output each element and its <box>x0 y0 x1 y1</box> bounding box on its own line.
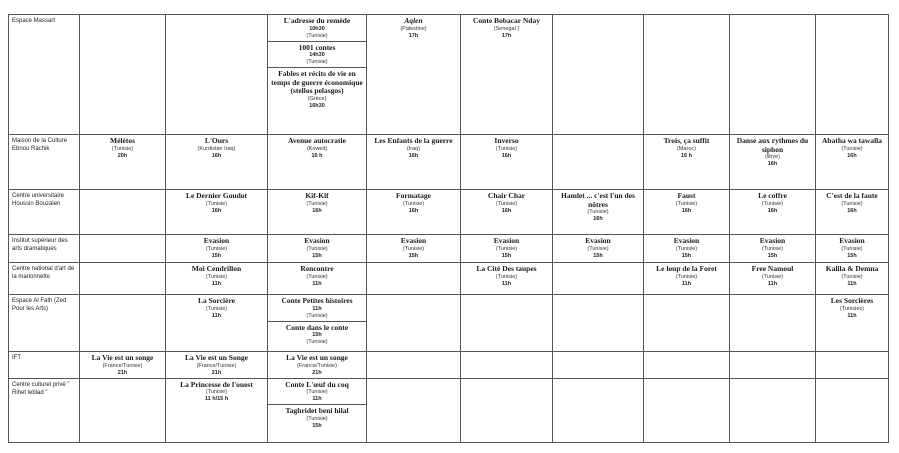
event-entry <box>166 135 267 161</box>
event-title: Hamlet ... c'est l'un des nôtres <box>561 191 635 209</box>
event-title: Avenue autocratie <box>288 136 346 145</box>
schedule-cell <box>367 352 461 379</box>
schedule-cell <box>816 263 889 295</box>
event-entry <box>268 135 366 161</box>
schedule-cell <box>166 378 268 442</box>
schedule-cell <box>730 352 816 379</box>
event-time: 14h30 <box>309 52 325 58</box>
event-title: Chair Char <box>487 191 526 200</box>
event-time: 11h <box>501 280 512 287</box>
event-entry <box>268 404 366 431</box>
event-title: L'adresse du remède <box>283 16 351 25</box>
schedule-cell <box>166 352 268 379</box>
schedule-cell <box>644 190 730 235</box>
schedule-row <box>9 378 889 442</box>
venue-name: Institut supérieur des arts dramatiques <box>9 235 80 263</box>
event-time: 15h <box>767 252 778 259</box>
schedule-table <box>8 14 889 443</box>
schedule-cell <box>367 15 461 135</box>
event-entry <box>644 263 729 289</box>
event-title: La Vie est un songe <box>91 353 154 362</box>
event-title: Evasion <box>493 236 520 245</box>
event-time: 15h <box>312 332 322 338</box>
event-time: 17h <box>408 32 419 39</box>
schedule-row <box>9 295 889 352</box>
event-entry <box>461 190 552 216</box>
event-title: Kalila & Demna <box>825 264 879 273</box>
event-title: La Sorcière <box>197 296 235 305</box>
event-country: (France/Tunisie) <box>196 362 237 369</box>
event-entry <box>553 235 643 261</box>
event-entry <box>268 379 366 405</box>
schedule-cell <box>461 263 553 295</box>
schedule-cell <box>268 135 367 190</box>
event-country: (Tunisie) <box>587 209 609 215</box>
schedule-cell <box>166 15 268 135</box>
event-country: (Tunisie) <box>841 273 863 280</box>
event-country: (Tunisie) <box>495 245 518 252</box>
event-entry <box>268 295 366 321</box>
event-country: (Tunisie) <box>111 145 134 152</box>
event-country: (Tunisie) <box>761 245 784 252</box>
schedule-cell <box>80 235 166 263</box>
schedule-cell <box>166 135 268 190</box>
event-title: Formatage <box>396 191 431 200</box>
event-country: (Tunisie) <box>306 415 328 422</box>
event-country: (Senegal ) <box>493 25 520 32</box>
venue-name: IFT <box>9 352 80 379</box>
event-time: 21h <box>211 369 222 376</box>
schedule-cell <box>553 263 644 295</box>
schedule-cell <box>80 263 166 295</box>
event-title: Free Namoul <box>751 264 794 273</box>
schedule-row <box>9 352 889 379</box>
event-title: Le coffre <box>758 191 787 200</box>
event-time: 16 h <box>311 152 323 159</box>
schedule-cell <box>644 378 730 442</box>
schedule-cell <box>461 235 553 263</box>
schedule-cell <box>553 15 644 135</box>
event-time: 15h <box>501 252 512 259</box>
event-entry <box>166 263 267 289</box>
venue-name: Espace Al Fath (Zed Pour les Arts) <box>9 295 80 352</box>
event-time: 10h30 <box>309 25 325 32</box>
event-title: Conte Petites histoires <box>281 296 353 305</box>
event-country: (Tunisie) <box>306 32 328 39</box>
event-country: (Tunisie) <box>306 200 328 207</box>
event-title: Evasion <box>400 236 427 245</box>
event-time: 16h <box>593 216 603 222</box>
schedule-cell <box>268 352 367 379</box>
event-title: Abatha wa tawalla <box>821 136 882 145</box>
schedule-cell <box>644 235 730 263</box>
event-title: La Vie est un songe <box>286 353 348 362</box>
event-time: 16h30 <box>309 102 325 109</box>
schedule-cell <box>367 295 461 352</box>
event-country: (Tunisie) <box>306 273 328 280</box>
event-time: 11h <box>681 280 692 287</box>
schedule-cell <box>816 135 889 190</box>
event-entry <box>367 235 460 261</box>
event-entry <box>816 295 888 321</box>
event-country: (France/Tunisie) <box>102 362 143 369</box>
schedule-cell <box>367 190 461 235</box>
schedule-cell <box>268 263 367 295</box>
event-country: (Tunisie) <box>306 59 328 65</box>
event-title: Les Enfants de la guerre <box>374 136 453 145</box>
schedule-cell <box>553 378 644 442</box>
schedule-cell <box>730 263 816 295</box>
event-time: 16h <box>847 207 857 214</box>
venue-name: Maison de la Culture Ebnou Rachik <box>9 135 80 190</box>
schedule-cell <box>166 295 268 352</box>
event-title: Mélétos <box>110 136 135 145</box>
event-time: 15h <box>408 252 419 259</box>
schedule-cell <box>816 235 889 263</box>
event-country: (Tunisie) <box>402 245 425 252</box>
schedule-cell <box>553 352 644 379</box>
schedule-row <box>9 190 889 235</box>
event-country: (Tunisie) <box>306 339 328 345</box>
event-title: Rencontre <box>300 264 334 273</box>
event-entry <box>268 263 366 289</box>
event-time: 11h <box>312 396 322 402</box>
event-entry <box>816 235 888 261</box>
schedule-row <box>9 15 889 135</box>
schedule-cell <box>644 135 730 190</box>
event-time: 16h <box>847 152 857 159</box>
schedule-cell <box>644 352 730 379</box>
event-time: 16h <box>501 207 512 214</box>
event-time: 21h <box>117 369 128 376</box>
schedule-row <box>9 263 889 295</box>
event-title: L'Ours <box>204 136 229 145</box>
schedule-cell <box>730 190 816 235</box>
schedule-cell <box>644 295 730 352</box>
event-country: (Tunisie) <box>495 273 518 280</box>
event-entry <box>730 235 815 261</box>
event-entry <box>80 135 165 161</box>
event-title: Moi Cendrillon <box>191 264 242 273</box>
event-time: 16h <box>312 207 322 214</box>
event-entry <box>268 321 366 348</box>
schedule-cell <box>166 235 268 263</box>
event-title: Evasion <box>839 236 865 245</box>
event-title: Evasion <box>203 236 230 245</box>
venue-name: Centre culturel privé " Rihet leblad " <box>9 378 80 442</box>
event-country: (Tunisie) <box>205 245 228 252</box>
event-entry <box>644 190 729 216</box>
schedule-cell <box>553 190 644 235</box>
event-entry <box>461 135 552 161</box>
event-title: Fables et récits de vie en temps de guerre économique (stellos pelasgos) <box>271 69 363 95</box>
event-entry <box>367 15 460 41</box>
event-country: (Tunisie) <box>841 145 863 152</box>
schedule-cell <box>553 235 644 263</box>
event-title: Evasion <box>673 236 700 245</box>
event-country: (Tunisies) <box>840 305 864 312</box>
schedule-cell <box>80 15 166 135</box>
schedule-cell <box>268 235 367 263</box>
event-time: 11h <box>211 312 222 319</box>
event-time: 11 h/15 h <box>204 396 229 402</box>
event-title: Conte Bobacar Nday <box>473 16 540 25</box>
schedule-cell <box>730 235 816 263</box>
event-entry <box>166 235 267 261</box>
schedule-cell <box>730 295 816 352</box>
event-country: (Tunisie) <box>205 273 228 280</box>
schedule-cell <box>461 15 553 135</box>
event-entry <box>166 295 267 321</box>
event-entry <box>816 263 888 289</box>
event-entry <box>268 41 366 68</box>
event-time: 15h <box>681 252 692 259</box>
event-country: (Tunisie) <box>306 312 328 319</box>
event-entry <box>268 352 366 378</box>
event-title: Taghridet beni hilal <box>285 406 349 415</box>
event-title: La Princesse de l'ouest <box>180 379 253 389</box>
event-title: Evasion <box>585 236 611 245</box>
event-title: Conte L'œuf du coq <box>285 379 349 389</box>
event-title: Conte dans le conte <box>285 322 349 332</box>
event-time: 15h <box>593 252 603 259</box>
schedule-cell <box>644 15 730 135</box>
event-entry <box>367 135 460 161</box>
schedule-cell <box>730 378 816 442</box>
event-title: Kif-Kif <box>305 191 329 200</box>
event-title: Danse aux rythmes du siphon <box>736 136 809 154</box>
schedule-cell <box>80 352 166 379</box>
schedule-cell <box>80 378 166 442</box>
event-country: (Tunisie) <box>495 145 518 152</box>
schedule-body <box>9 15 889 443</box>
event-country: (Tunisie) <box>306 389 328 395</box>
event-entry <box>80 352 165 378</box>
schedule-cell <box>816 352 889 379</box>
event-time: 11h <box>312 305 322 312</box>
schedule-cell <box>461 135 553 190</box>
schedule-cell <box>461 352 553 379</box>
event-time: 16 h <box>680 152 692 159</box>
event-time: 16h <box>211 152 222 159</box>
event-entry <box>166 379 267 405</box>
schedule-cell <box>816 190 889 235</box>
schedule-cell <box>461 190 553 235</box>
schedule-cell <box>80 135 166 190</box>
event-entry <box>268 190 366 216</box>
event-country: (France/Tunisie) <box>297 362 337 369</box>
event-entry <box>730 190 815 216</box>
schedule-cell <box>367 263 461 295</box>
event-entry <box>367 190 460 216</box>
schedule-cell <box>268 190 367 235</box>
event-country: (Tunisie) <box>675 273 698 280</box>
event-country: (Iraq) <box>406 145 421 152</box>
event-time: 15h <box>211 252 222 259</box>
event-time: 16h <box>681 207 692 214</box>
event-entry <box>461 15 552 41</box>
event-entry <box>461 263 552 289</box>
event-title: Le loup de la Foret <box>656 264 717 273</box>
event-entry <box>816 190 888 216</box>
event-title: Evasion <box>304 236 330 245</box>
event-time: 16h <box>501 152 512 159</box>
event-country: (Tunisie) <box>495 200 518 207</box>
event-country: (libye) <box>765 154 780 160</box>
venue-name: Espace Massart <box>9 15 80 135</box>
schedule-cell <box>80 190 166 235</box>
event-time: 11h <box>847 280 857 287</box>
event-country: (Kurdistan Iraq) <box>197 145 236 152</box>
schedule-cell <box>268 15 367 135</box>
event-time: 16h <box>408 207 419 214</box>
event-time: 16h <box>767 161 778 167</box>
event-country: (Tunisie) <box>205 200 228 207</box>
event-entry <box>816 135 888 161</box>
schedule-cell <box>166 263 268 295</box>
event-time: 11h <box>312 280 322 287</box>
event-country: (Tunisie) <box>841 245 863 252</box>
schedule-cell <box>461 378 553 442</box>
event-title: Les Sorcières <box>830 296 874 305</box>
schedule-cell <box>80 295 166 352</box>
event-entry <box>730 263 815 289</box>
event-entry <box>553 190 643 224</box>
schedule-cell <box>461 295 553 352</box>
event-time: 11h <box>847 312 857 319</box>
event-title: C'est de la faute <box>826 191 878 200</box>
event-country: (Tunisie) <box>402 200 425 207</box>
event-title: Evasion <box>759 236 786 245</box>
schedule-cell <box>268 295 367 352</box>
event-title: Inverso <box>494 136 519 145</box>
event-time: 20h <box>117 152 128 159</box>
event-entry <box>730 135 815 169</box>
event-time: 15h <box>847 252 857 259</box>
event-title: Le Dernier Goudot <box>185 191 248 200</box>
event-entry <box>461 235 552 261</box>
event-entry <box>166 190 267 216</box>
schedule-cell <box>816 295 889 352</box>
schedule-cell <box>730 135 816 190</box>
event-entry <box>644 235 729 261</box>
schedule-cell <box>816 15 889 135</box>
schedule-cell <box>367 235 461 263</box>
event-time: 16h <box>211 207 222 214</box>
event-title: Trois, ça suffit <box>663 136 710 145</box>
event-country: (Palestine) <box>400 25 427 32</box>
event-country: (Tunisie) <box>761 273 784 280</box>
venue-name: Centre national d'art de la marionnette <box>9 263 80 295</box>
schedule-cell <box>166 190 268 235</box>
event-entry <box>268 235 366 261</box>
event-time: 17h <box>501 32 512 39</box>
event-country: (Tunisie) <box>587 245 609 252</box>
event-time: 16h <box>767 207 778 214</box>
venue-name: Centre universitaire Houssin Bouzaien <box>9 190 80 235</box>
schedule-row <box>9 135 889 190</box>
event-country: (Tunisie) <box>675 245 698 252</box>
event-time: 21h <box>312 369 322 376</box>
schedule-cell <box>268 378 367 442</box>
event-entry <box>268 67 366 111</box>
event-time: 16h <box>408 152 419 159</box>
schedule-cell <box>730 15 816 135</box>
schedule-cell <box>367 378 461 442</box>
event-time: 15h <box>312 422 322 429</box>
event-title: La Cité Des taupes <box>476 264 537 273</box>
schedule-row <box>9 235 889 263</box>
schedule-cell <box>553 135 644 190</box>
event-entry <box>644 135 729 161</box>
event-time: 11h <box>767 280 778 287</box>
event-country: (Tunisie) <box>205 389 228 395</box>
event-country: (Tunisie) <box>675 200 698 207</box>
schedule-cell <box>553 295 644 352</box>
event-title: 1001 contes <box>298 42 336 52</box>
event-country: (Tunisie) <box>306 245 328 252</box>
schedule-cell <box>644 263 730 295</box>
event-country: (Tunisie) <box>841 200 863 207</box>
event-country: (Maroc) <box>677 145 696 152</box>
event-title: La Vie est un Songe <box>185 353 248 362</box>
event-country: (Koweit) <box>306 145 328 152</box>
schedule-cell <box>367 135 461 190</box>
event-title: Aqlen <box>404 16 423 25</box>
event-entry <box>268 15 366 41</box>
event-country: (Tunisie) <box>761 200 784 207</box>
event-time: 15h <box>312 252 322 259</box>
event-time: 11h <box>211 280 222 287</box>
event-country: (Grèce) <box>307 95 327 102</box>
event-country: (Tunisie) <box>205 305 228 312</box>
schedule-cell <box>816 378 889 442</box>
event-entry <box>166 352 267 378</box>
event-title: Faust <box>677 191 696 200</box>
